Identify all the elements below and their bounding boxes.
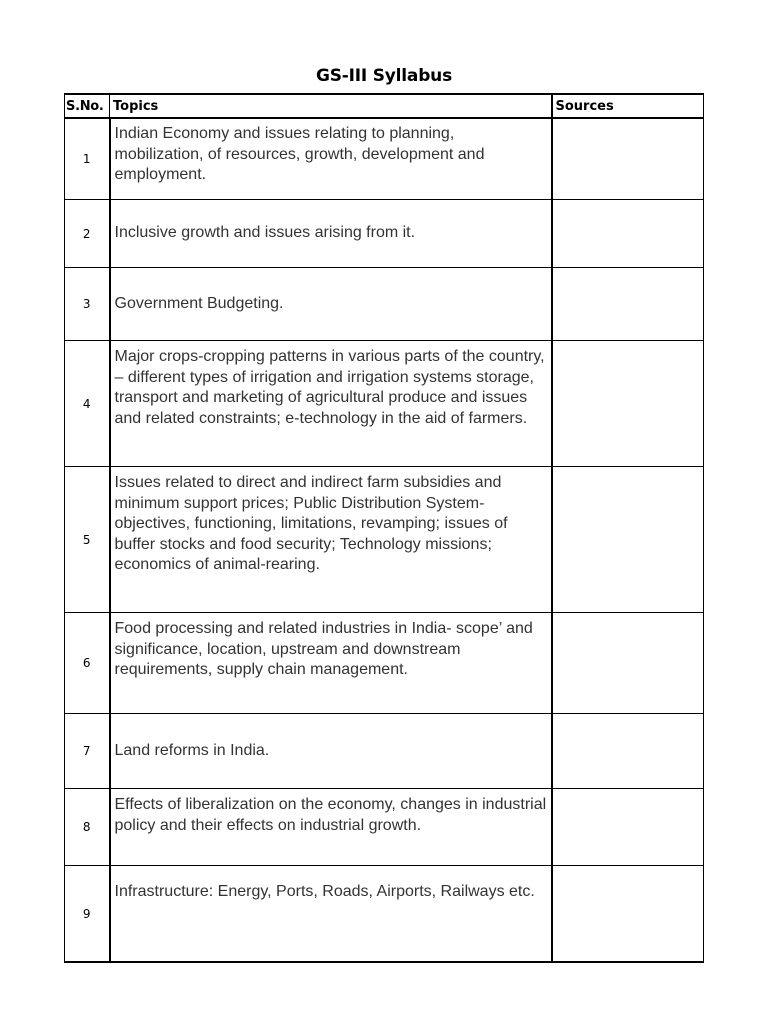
column-header-topics: Topics [110, 94, 552, 118]
serial-number-cell: 1 [65, 118, 110, 200]
serial-number-cell: 3 [65, 268, 110, 341]
table-row [65, 341, 704, 467]
serial-number-cell: 2 [65, 200, 110, 268]
sources-cell [552, 118, 704, 200]
column-header-sources: Sources [552, 94, 704, 118]
serial-number-cell: 5 [65, 467, 110, 613]
table-row [65, 789, 704, 866]
table-header-row [65, 94, 704, 118]
table-row [65, 118, 704, 200]
table-row [65, 613, 704, 714]
sources-cell [552, 200, 704, 268]
syllabus-table [64, 93, 704, 963]
topic-cell: Government Budgeting. [110, 268, 552, 341]
sources-cell [552, 613, 704, 714]
page-title: GS-III Syllabus [316, 66, 452, 86]
serial-number-cell: 6 [65, 613, 110, 714]
topic-cell: Infrastructure: Energy, Ports, Roads, Airports, Railways etc. [110, 866, 552, 963]
sources-cell [552, 866, 704, 963]
table-row [65, 200, 704, 268]
sources-cell [552, 789, 704, 866]
topic-cell: Indian Economy and issues relating to planning, mobilization, of resources, growth, development and employment. [110, 118, 552, 200]
serial-number-cell: 9 [65, 866, 110, 963]
serial-number-cell: 7 [65, 714, 110, 789]
table-row [65, 866, 704, 963]
topic-cell: Effects of liberalization on the economy, changes in industrial policy and their effects on industrial growth. [110, 789, 552, 866]
sources-cell [552, 268, 704, 341]
serial-number-cell: 4 [65, 341, 110, 467]
topic-cell: Food processing and related industries in India- scope’ and significance, location, upstream and downstream requirements, supply chain management. [110, 613, 552, 714]
sources-cell [552, 341, 704, 467]
topic-cell: Issues related to direct and indirect farm subsidies and minimum support prices; Public Distribution System- objectives, functioning, limitations, revamping; issues of buffer stocks and food security; Technology missions; economics of animal-rearing. [110, 467, 552, 613]
topic-cell: Inclusive growth and issues arising from it. [110, 200, 552, 268]
sources-cell [552, 467, 704, 613]
table-row [65, 714, 704, 789]
table-row [65, 268, 704, 341]
table-row [65, 467, 704, 613]
column-header-sno: S.No. [65, 94, 110, 118]
topic-cell: Major crops-cropping patterns in various parts of the country, – different types of irrigation and irrigation systems storage, transport and marketing of agricultural produce and issues and related constraints; e-technology in the aid of farmers. [110, 341, 552, 467]
sources-cell [552, 714, 704, 789]
topic-cell: Land reforms in India. [110, 714, 552, 789]
serial-number-cell: 8 [65, 789, 110, 866]
